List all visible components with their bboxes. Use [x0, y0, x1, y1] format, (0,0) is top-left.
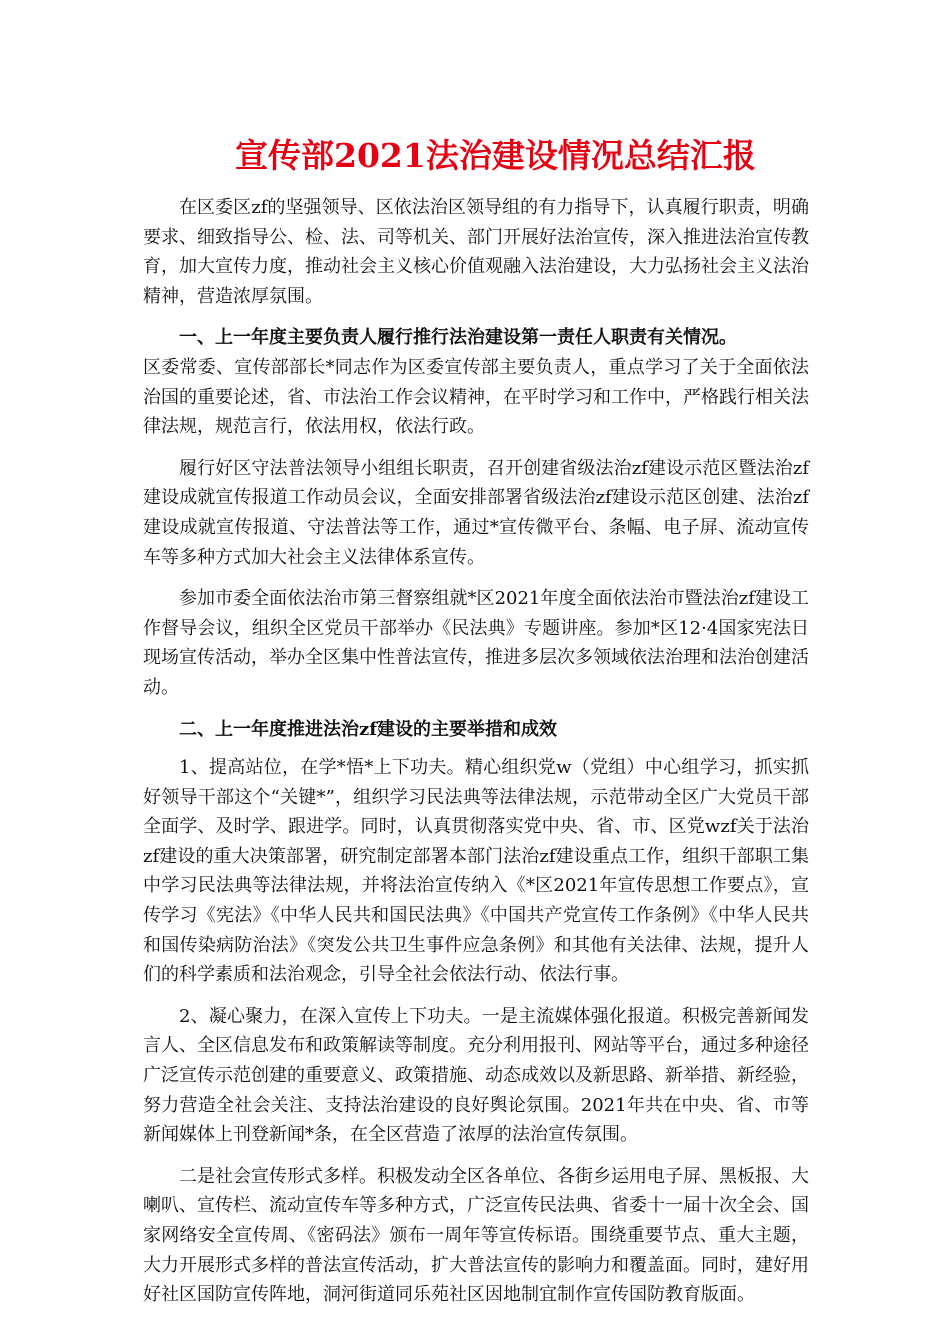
document-title: 宣传部2021法治建设情况总结汇报 [235, 136, 756, 175]
intro-paragraph: 在区委区zf的坚强领导、区依法治区领导组的有力指导下，认真履行职责，明确要求、细致指导公、检、法、司等机关、部门开展好法治宣传，深入推进法治宣传教育，加大宣传力度，推动社会主义核心价值观融入法治建设，大力弘扬社会主义法治精神，营造浓厚氛围。 [143, 197, 809, 307]
document-content [143, 133, 809, 1310]
section2-item-3: 二是社会宣传形式多样。积极发动全区各单位、各街乡运用电子屏、黑板报、大喇叭、宣传栏、流动宣传车等多种方式，广泛宣传民法典、省委十一届十次全会、国家网络安全宣传周、《密码法》颁布一周年等宣传标语。围绕重要节点、重大主题，大力开展形式多样的普法宣传活动，扩大普法宣传的影响力和覆盖面。同时，建好用好社区国防宣传阵地，洞河街道同乐苑社区因地制宜制作宣传国防教育版面。 [143, 1165, 809, 1306]
section2-item-1: 1、提高站位，在学*悟*上下功夫。精心组织党w（党组）中心组学习，抓实抓好领导干部这个“关键*”，组织学习民法典等法律法规，示范带动全区广大党员干部全面学、及时学、跟进学。同时，认真贯彻落实党中央、省、市、区党wzf关于法治zf建设的重大决策部署，研究制定部署本部门法治zf建设重点工作，组织干部职工集中学习民法典等法律法规，并将法治宣传纳入《*区2021年宣传思想工作要点》，宣传学习《宪法》《中华人民共和国民法典》《中国共产党宣传工作条例》《中华人民共和国传染病防治法》《突发公共卫生事件应急条例》和其他有关法律、法规，提升人们的科学素质和法治观念，引导全社会依法行动、依法行事。 [143, 757, 809, 986]
section2-item-2: 2、凝心聚力，在深入宣传上下功夫。一是主流媒体强化报道。积极完善新闻发言人、全区信息发布和政策解读等制度。充分利用报刊、网站等平台，通过多种途径广泛宣传示范创建的重要意义、政策措施、动态成效以及新思路、新举措、新经验，努力营造全社会关注、支持法治建设的良好舆论氛围。2021年共在中央、省、市等新闻媒体上刊登新闻*条，在全区营造了浓厚的法治宣传氛围。 [143, 1005, 809, 1146]
section2-heading: 二、上一年度推进法治zf建设的主要举措和成效 [179, 718, 557, 740]
section1-body: 区委常委、宣传部部长*同志作为区委宣传部主要负责人，重点学习了关于全面依法治国的重要论述，省、市法治工作会议精神，在平时学习和工作中，严格践行相关法律法规，规范言行，依法用权，依法行政。 [143, 356, 809, 438]
section1-paragraph-3: 参加市委全面依法治市第三督察组就*区2021年度全面依法治市暨法治zf建设工作督导会议，组织全区党员干部举办《民法典》专题讲座。参加*区12·4国家宪法日现场宣传活动，举办全区集中性普法宣传，推进多层次多领域依法治理和法治创建活动。 [143, 588, 809, 698]
section1-heading: 一、上一年度主要负责人履行推行法治建设第一责任人职责有关情况。 [179, 327, 737, 349]
section1-paragraph-2: 履行好区守法普法领导小组组长职责，召开创建省级法治zf建设示范区暨法治zf建设成就宣传报道工作动员会议，全面安排部署省级法治zf建设示范区创建、法治zf建设成就宣传报道、守法普法等工作，通过*宣传微平台、条幅、电子屏、流动宣传车等多种方式加大社会主义法律体系宣传。 [143, 457, 809, 568]
